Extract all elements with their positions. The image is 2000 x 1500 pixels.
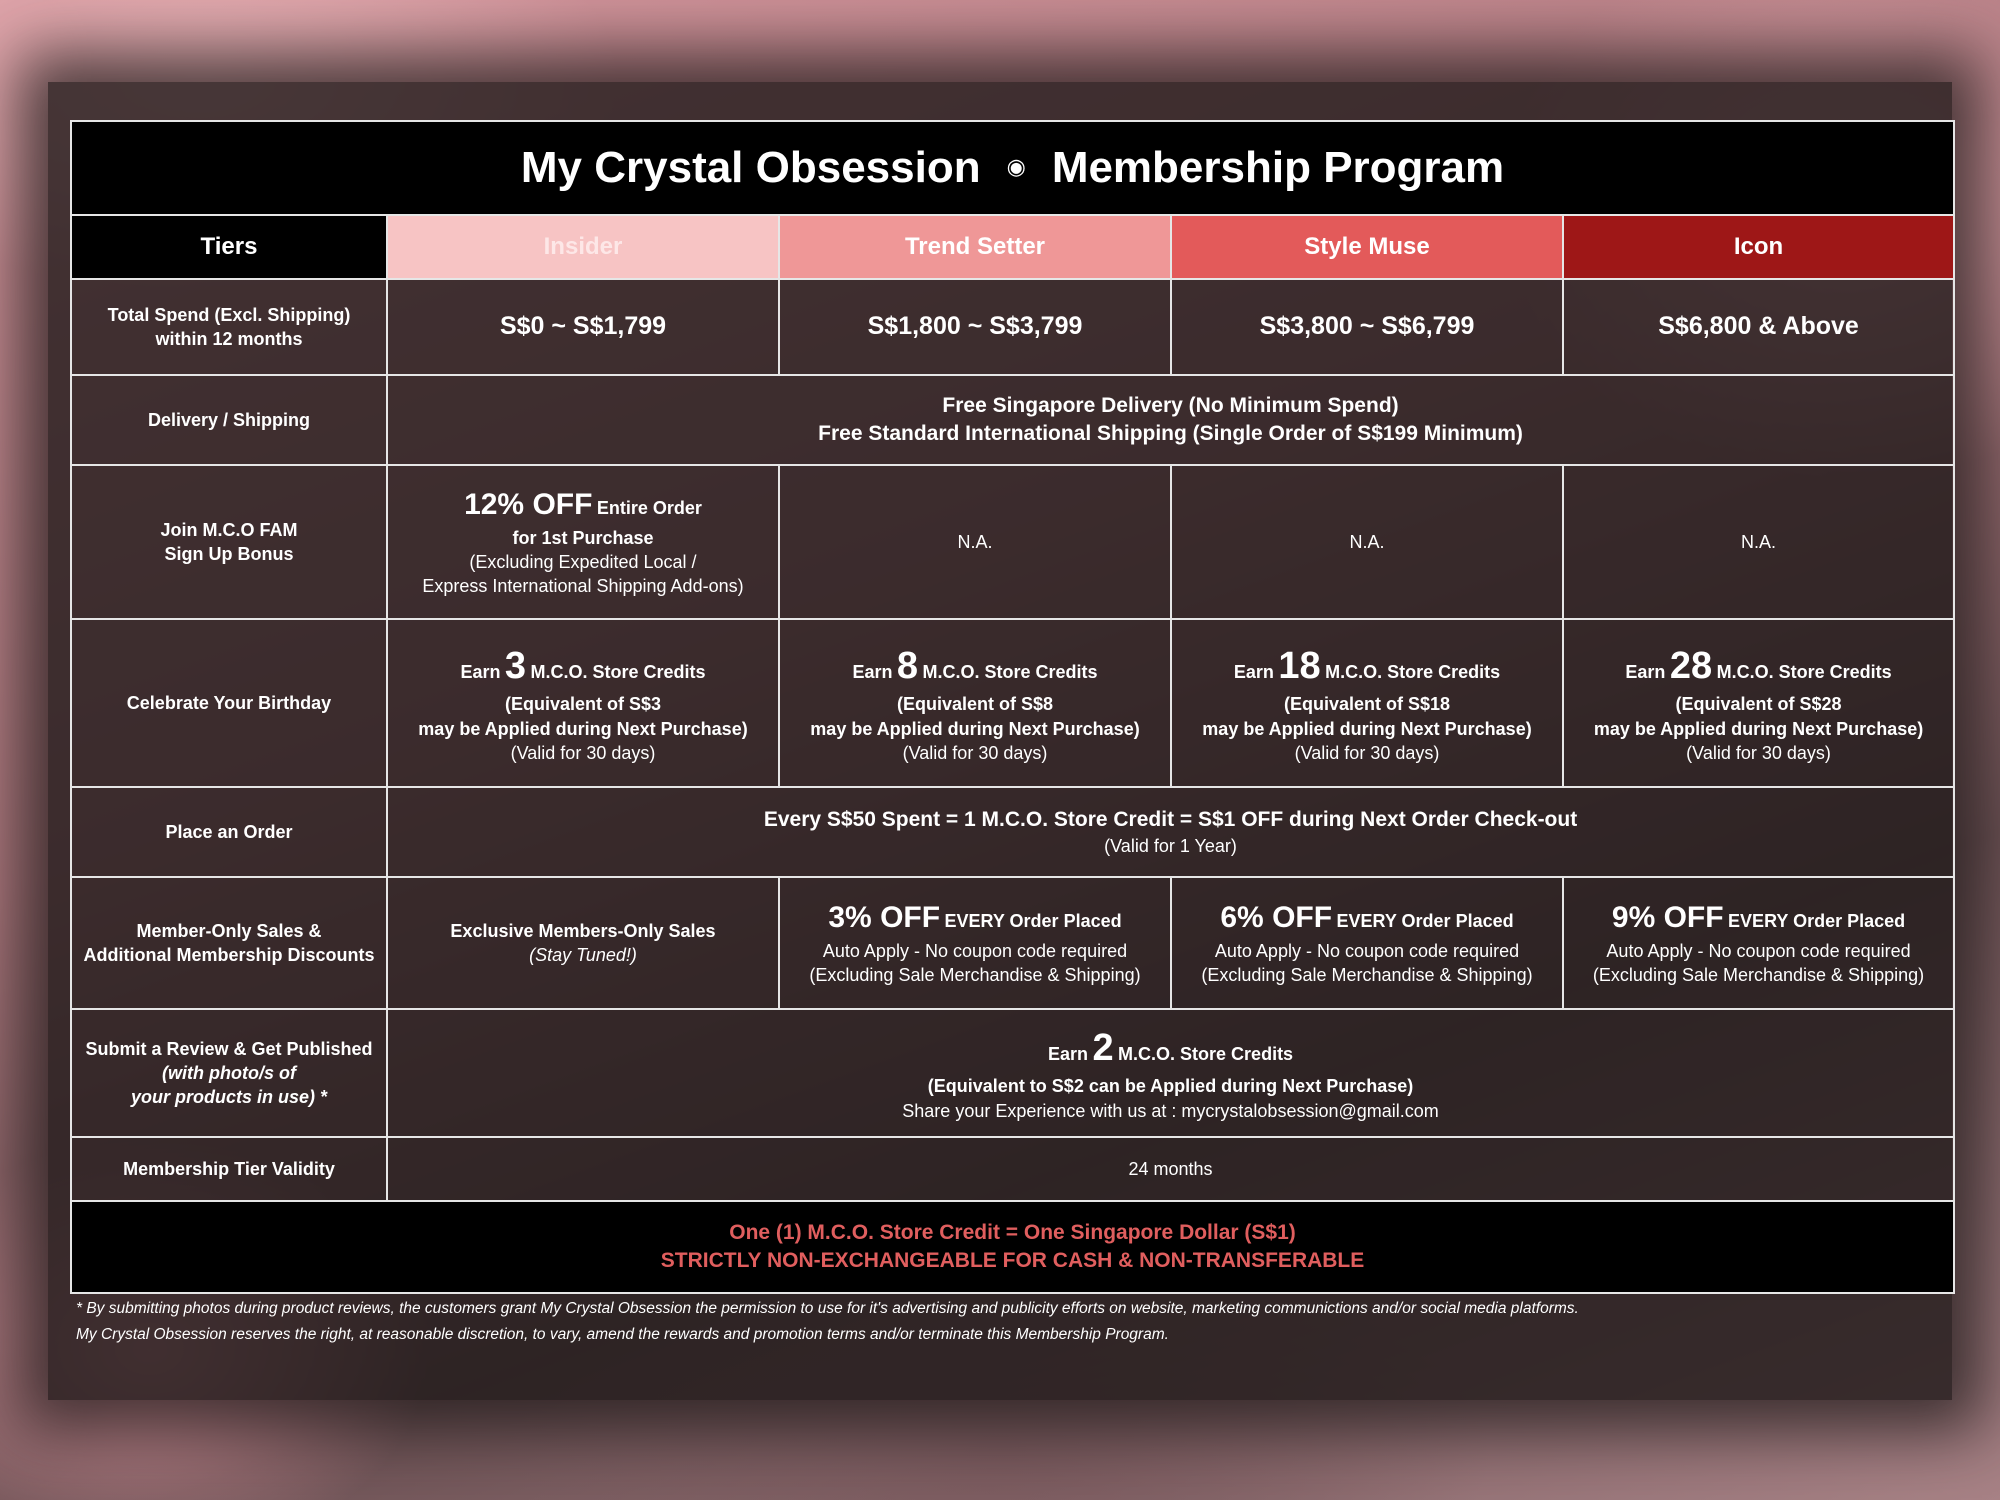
birthday-icon (1563, 619, 1954, 787)
tier-trend-setter: Trend Setter (779, 215, 1171, 279)
member-sales-icon (1563, 877, 1954, 1009)
spend-icon: S$6,800 & Above (1563, 279, 1954, 375)
total-spend-label-line2: within 12 months (155, 329, 303, 349)
order-row (71, 787, 1954, 877)
title-right: Membership Program (1051, 143, 1505, 193)
discount-suffix: EVERY Order Placed (1336, 911, 1514, 932)
discount-excl: (Excluding Sale Merchandise & Shipping) (1592, 965, 1925, 986)
birthday-equiv: (Equivalent of S$18 (1283, 694, 1451, 715)
signup-label (71, 465, 387, 619)
discount-auto: Auto Apply - No coupon code required (1214, 940, 1520, 961)
birthday-label: Celebrate Your Birthday (71, 619, 387, 787)
birthday-amount: 8 (896, 644, 919, 687)
signup-trend-setter: N.A. (779, 465, 1171, 619)
member-sales-row (71, 877, 1954, 1009)
birthday-valid: (Valid for 30 days) (902, 742, 1048, 763)
birthday-trend-setter (779, 619, 1171, 787)
delivery-label: Delivery / Shipping (71, 375, 387, 465)
order-line2: (Valid for 1 Year) (1104, 836, 1237, 857)
member-sales-label-line2: Additional Membership Discounts (83, 945, 375, 965)
birthday-row (71, 619, 1954, 787)
spend-insider: S$0 ~ S$1,799 (387, 279, 779, 375)
birthday-amount: 18 (1278, 644, 1321, 687)
birthday-applied: may be Applied during Next Purchase) (1202, 718, 1532, 739)
discount-excl: (Excluding Sale Merchandise & Shipping) (809, 965, 1141, 986)
birthday-style-muse (1171, 619, 1563, 787)
credit-notice-line2: STRICTLY NON-EXCHANGEABLE FOR CASH & NON-TRANSFERABLE (660, 1249, 1365, 1272)
order-value (387, 787, 1954, 877)
validity-value: 24 months (387, 1137, 1954, 1201)
birthday-earn: Earn (460, 661, 501, 682)
signup-insider (387, 465, 779, 619)
member-sales-label-line1: Member-Only Sales & (136, 920, 322, 941)
member-sales-insider-line1: Exclusive Members-Only Sales (450, 920, 716, 941)
birthday-valid: (Valid for 30 days) (1686, 742, 1831, 763)
delivery-value (387, 375, 1954, 465)
birthday-applied: may be Applied during Next Purchase) (418, 718, 748, 739)
tier-icon: Icon (1563, 215, 1954, 279)
member-sales-insider-line2: (Stay Tuned!) (529, 945, 637, 965)
order-line1: Every S$50 Spent = 1 M.C.O. Store Credit = S$1 OFF during Next Order Check-out (763, 807, 1578, 831)
total-spend-row (71, 279, 1954, 375)
review-amount: 2 (1092, 1027, 1114, 1070)
footnote-line1: * By submitting photos during product reviews, the customers grant My Crystal Obsession the permission to use for it's advertising and publicity efforts on website, marketing communictions and/or social media platforms. (76, 1300, 1579, 1317)
credit-notice-line1: One (1) M.C.O. Store Credit = One Singapore Dollar (S$1) (729, 1220, 1296, 1244)
birthday-amount: 3 (504, 644, 527, 687)
birthday-equiv: (Equivalent of S$3 (504, 694, 662, 715)
discount-suffix: EVERY Order Placed (1728, 911, 1906, 932)
delivery-line2: Free Standard International Shipping (Single Order of S$199 Minimum) (818, 422, 1523, 445)
spend-trend-setter: S$1,800 ~ S$3,799 (779, 279, 1171, 375)
birthday-equiv: (Equivalent of S$8 (896, 694, 1054, 715)
title-left: My Crystal Obsession (520, 143, 981, 193)
title-row (71, 121, 1954, 215)
birthday-valid: (Valid for 30 days) (510, 742, 656, 763)
total-spend-label (71, 279, 387, 375)
birthday-valid: (Valid for 30 days) (1294, 742, 1440, 763)
signup-row (71, 465, 1954, 619)
birthday-applied: may be Applied during Next Purchase) (810, 718, 1140, 739)
tier-insider: Insider (387, 215, 779, 279)
tiers-label: Tiers (71, 215, 387, 279)
review-label-line3: your products in use) * (130, 1087, 328, 1108)
validity-row (71, 1137, 1954, 1201)
birthday-earn: Earn (1233, 661, 1274, 682)
spend-style-muse: S$3,800 ~ S$6,799 (1171, 279, 1563, 375)
footnote-line2: My Crystal Obsession reserves the right, at reasonable discretion, to vary, amend the rewards and promotion terms and/or terminate this Membership Program. (76, 1326, 1169, 1343)
birthday-equiv: (Equivalent of S$28 (1675, 694, 1842, 715)
signup-insider-big: 12% OFF (464, 488, 593, 522)
page-title (71, 121, 1954, 215)
review-row (71, 1009, 1954, 1137)
review-earn: Earn (1047, 1044, 1088, 1065)
birthday-credits-suffix: M.C.O. Store Credits (922, 661, 1098, 682)
order-label: Place an Order (71, 787, 387, 877)
member-sales-insider (387, 877, 779, 1009)
signup-insider-suffix: Entire Order (596, 498, 702, 519)
birthday-amount: 28 (1669, 644, 1713, 687)
credit-notice (71, 1201, 1954, 1293)
member-sales-style-muse (1171, 877, 1563, 1009)
bottom-row (71, 1201, 1954, 1293)
review-line2: (Equivalent to S$2 can be Applied during Next Purchase) (927, 1076, 1414, 1097)
birthday-earn: Earn (852, 661, 893, 682)
review-line3: Share your Experience with us at : mycrystalobsession@gmail.com (902, 1100, 1439, 1121)
signup-style-muse: N.A. (1171, 465, 1563, 619)
signup-label-line2: Sign Up Bonus (164, 544, 294, 564)
review-credits-suffix: M.C.O. Store Credits (1118, 1044, 1294, 1065)
birthday-credits-suffix: M.C.O. Store Credits (530, 661, 706, 682)
member-sales-trend-setter (779, 877, 1171, 1009)
tiers-header-row (71, 215, 1954, 279)
discount-value: 9% OFF (1611, 901, 1724, 935)
birthday-credits-suffix: M.C.O. Store Credits (1325, 661, 1501, 682)
signup-label-line1: Join M.C.O FAM (160, 519, 298, 540)
discount-auto: Auto Apply - No coupon code required (822, 940, 1128, 961)
signup-insider-line4: Express International Shipping Add-ons) (422, 576, 744, 597)
review-label-line2: (with photo/s of (162, 1062, 296, 1083)
tier-style-muse: Style Muse (1171, 215, 1563, 279)
delivery-line1: Free Singapore Delivery (No Minimum Spend) (942, 393, 1399, 417)
review-value (387, 1009, 1954, 1137)
delivery-row (71, 375, 1954, 465)
birthday-insider (387, 619, 779, 787)
footnote (76, 1296, 1936, 1348)
signup-icon: N.A. (1563, 465, 1954, 619)
signup-insider-line2: for 1st Purchase (512, 527, 654, 548)
birthday-applied: may be Applied during Next Purchase) (1593, 718, 1924, 739)
title-separator-icon: ◉ (1006, 153, 1026, 179)
discount-auto: Auto Apply - No coupon code required (1606, 940, 1911, 961)
review-label (71, 1009, 387, 1137)
discount-value: 6% OFF (1220, 901, 1333, 935)
validity-label: Membership Tier Validity (71, 1137, 387, 1201)
member-sales-label (71, 877, 387, 1009)
membership-table (70, 120, 1955, 1294)
discount-value: 3% OFF (828, 901, 941, 935)
signup-insider-line3: (Excluding Expedited Local / (469, 552, 697, 573)
birthday-earn: Earn (1625, 661, 1666, 682)
discount-suffix: EVERY Order Placed (944, 911, 1122, 932)
birthday-credits-suffix: M.C.O. Store Credits (1716, 661, 1892, 682)
review-label-line1: Submit a Review & Get Published (85, 1038, 373, 1059)
discount-excl: (Excluding Sale Merchandise & Shipping) (1201, 965, 1533, 986)
total-spend-label-line1: Total Spend (Excl. Shipping) (107, 304, 351, 325)
